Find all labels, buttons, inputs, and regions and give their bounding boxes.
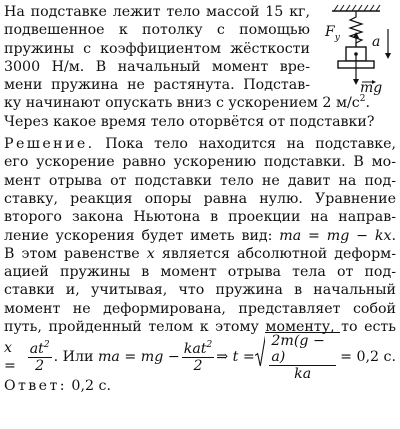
solution-heading: Решение.	[4, 136, 95, 153]
square-root	[255, 332, 340, 382]
document-page	[4, 3, 396, 396]
solution-line: момент не деформирована, представляет собой	[4, 300, 396, 317]
fraction: $\frac{2m(g - a)}{ka}$	[269, 333, 336, 382]
fraction: $\frac{kat^2}{2}$	[183, 339, 213, 374]
problem-line: ку начинают опускать вниз с ускорением 2 $м/с^2$.	[4, 94, 370, 112]
gravity-label: mg	[360, 80, 383, 96]
accel-label: a	[372, 34, 381, 50]
problem-line: Через какое время тело оторвётся от подставки?	[4, 113, 375, 130]
solution-line: В этом равенстве x является абсолютной деформ-	[4, 245, 397, 262]
spring-figure	[322, 3, 400, 95]
solution-line: его ускорение равно ускорению подставки. В мо-	[4, 154, 396, 171]
problem-line: На подставке лежит тело массой 15 кг,	[4, 4, 310, 20]
solution-line: ставки и, учитывая, что пружина в начальный	[4, 282, 396, 299]
problem-line: подвешенное к потолку с помощью	[4, 22, 310, 39]
solution-line: ставку, реакция опоры равна нулю. Уравнение	[4, 190, 396, 207]
fraction: $\frac{at^2}{2}$	[29, 339, 50, 374]
solution-line: ление ускорения будет иметь вид: ma = mg − kx.	[4, 227, 396, 244]
solution-line: второго закона Ньютона в проекции на направ-	[4, 209, 396, 226]
final-formula: x = $\frac{at^2}{2}$ . Или ma = mg − $\frac{kat^2}{2}$ ⇒ t = $\frac{2m(g - a)}{ka}$ = 0,2 с.	[4, 333, 396, 383]
problem-statement	[4, 3, 396, 131]
radical-sign-icon	[255, 332, 266, 370]
solution-line: путь, пройденный телом к этому моменту, то есть	[4, 319, 396, 336]
solution	[4, 135, 396, 396]
answer-value: 0,2 с.	[71, 378, 111, 395]
solution-line: Решение. Пока тело находится на подставке,	[4, 136, 396, 153]
problem-line: мени пружина не растянута. Подстав-	[4, 77, 310, 94]
solution-line: мент отрыва от подставки тело не давит на под-	[4, 172, 396, 189]
solution-line: ацией пружины в момент отрыва тела от под-	[4, 264, 396, 281]
problem-line: пружины с коэффициентом жёсткости	[4, 40, 310, 57]
answer-label: Ответ:	[4, 378, 67, 395]
force-label: $F_y$	[325, 24, 340, 43]
equation: ma = mg − kx	[279, 227, 392, 244]
problem-line: 3000 Н/м. В начальный момент вре-	[4, 58, 310, 75]
